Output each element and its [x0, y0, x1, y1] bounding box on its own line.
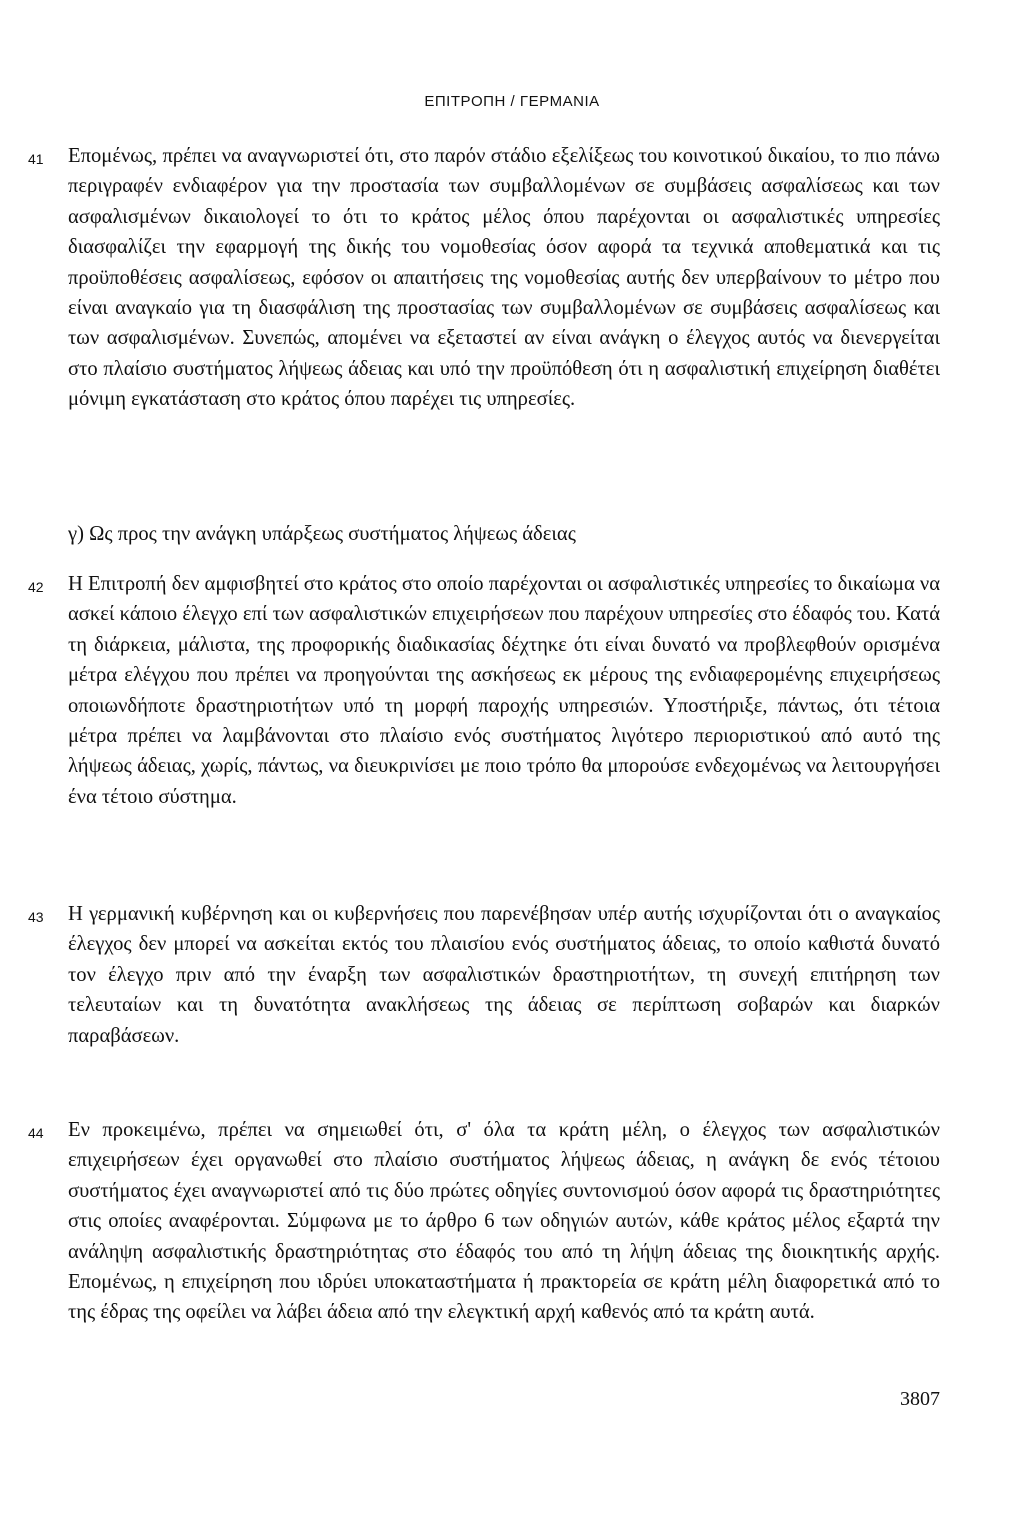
running-header: ΕΠΙΤΡΟΠΗ / ΓΕΡΜΑΝΙΑ: [424, 93, 600, 110]
paragraph-number: 41: [28, 151, 44, 167]
paragraph-number: 43: [28, 909, 44, 925]
section-subheading: γ) Ως προς την ανάγκη υπάρξεως συστήματος λήψεως άδειας: [68, 523, 576, 545]
paragraph-41: [28, 141, 940, 415]
page-number: 3807: [900, 1388, 940, 1410]
paragraph-44: [28, 1115, 940, 1328]
paragraph-number: 42: [28, 579, 44, 595]
paragraph-text: Επομένως, πρέπει να αναγνωριστεί ότι, στο παρόν στάδιο εξελίξεως του κοινοτικού δικαίου, το πιο πάνω περιγραφέν ενδιαφέρον για την προστασία των συμβαλλομένων σε συμβάσεις ασφαλίσεως και των ασφαλισμένων δικαιολογεί το ότι το κράτος μέλος όπου παρέχονται οι ασφαλιστικές υπηρεσίες διασφαλίζει την εφαρμογή της δικής του νομοθεσίας όσον αφορά τα τεχνικά αποθεματικά και τις προϋποθέσεις ασφαλίσεως, εφόσον οι απαιτήσεις της νομοθεσίας αυτής δεν υπερβαίνουν το μέτρο που είναι αναγκαίο για τη διασφάλιση της προστασίας των συμβαλλομένων σε συμβάσεις ασφαλίσεως και των ασφαλισμένων. Συνεπώς, απομένει να εξεταστεί αν είναι ανάγκη ο έλεγχος αυτός να διενεργείται στο πλαίσιο συστήματος λήψεως άδειας και υπό την προϋπόθεση ότι η ασφαλιστική επιχείρηση διαθέτει μόνιμη εγκατάσταση στο κράτος όπου παρέχει τις υπηρεσίες.: [68, 145, 940, 411]
paragraph-43: [28, 899, 940, 1051]
paragraph-number: 44: [28, 1125, 44, 1141]
paragraph-text: Η Επιτροπή δεν αμφισβητεί στο κράτος στο οποίο παρέχονται οι ασφαλιστικές υπηρεσίες το δικαίωμα να ασκεί κάποιο έλεγχο επί των ασφαλιστικών επιχειρήσεων που παρέχουν υπηρεσίες στο έδαφός του. Κατά τη διάρκεια, μάλιστα, της προφορικής διαδικασίας δέχτηκε ότι είναι δυνατό να προβλεφθούν ορισμένα μέτρα ελέγχου που πρέπει να προηγούνται της ασκήσεως εκ μέρους της ενδιαφερομένης επιχειρήσεως οποιωνδήποτε δραστηριοτήτων υπό τη μορφή παροχής υπηρεσιών. Υποστήριξε, πάντως, ότι τέτοια μέτρα πρέπει να λαμβάνονται στο πλαίσιο ενός συστήματος λιγότερο περιοριστικού από αυτό της λήψεως άδειας, χωρίς, πάντως, να διευκρινίσει με ποιο τρόπο θα μπορούσε ενδεχομένως να λειτουργήσει ένα τέτοιο σύστημα.: [68, 573, 940, 808]
paragraph-text: Εν προκειμένω, πρέπει να σημειωθεί ότι, σ' όλα τα κράτη μέλη, ο έλεγχος των ασφαλιστικών επιχειρήσεων έχει οργανωθεί στο πλαίσιο συστήματος λήψεως άδειας, η ανάγκη δε ενός τέτοιου συστήματος έχει αναγνωριστεί από τις δύο πρώτες οδηγίες συντονισμού όσον αφορά τις δραστηριότητες στις οποίες αναφέρονται. Σύμφωνα με το άρθρο 6 των οδηγιών αυτών, κάθε κράτος μέλος εξαρτά την ανάληψη ασφαλιστικής δραστηριότητας στο έδαφός του από τη λήψη άδειας της διοικητικής αρχής. Επομένως, η επιχείρηση που ιδρύει υποκαταστήματα ή πρακτορεία σε κράτη μέλη διαφορετικά από το της έδρας της οφείλει να λάβει άδεια από την ελεγκτική αρχή καθενός από τα κράτη αυτά.: [68, 1119, 940, 1324]
paragraph-42: [28, 569, 940, 812]
paragraph-text: Η γερμανική κυβέρνηση και οι κυβερνήσεις που παρενέβησαν υπέρ αυτής ισχυρίζονται ότι ο αναγκαίος έλεγχος δεν μπορεί να ασκείται εκτός του πλαισίου ενός συστήματος άδειας, το οποίο καθιστά δυνατό τον έλεγχο πριν από την έναρξη των ασφαλιστικών δραστηριοτήτων, τη συνεχή επιτήρηση των τελευταίων και τη δυνατότητα ανακλήσεως της άδειας σε περίπτωση σοβαρών και διαρκών παραβάσεων.: [68, 903, 940, 1047]
